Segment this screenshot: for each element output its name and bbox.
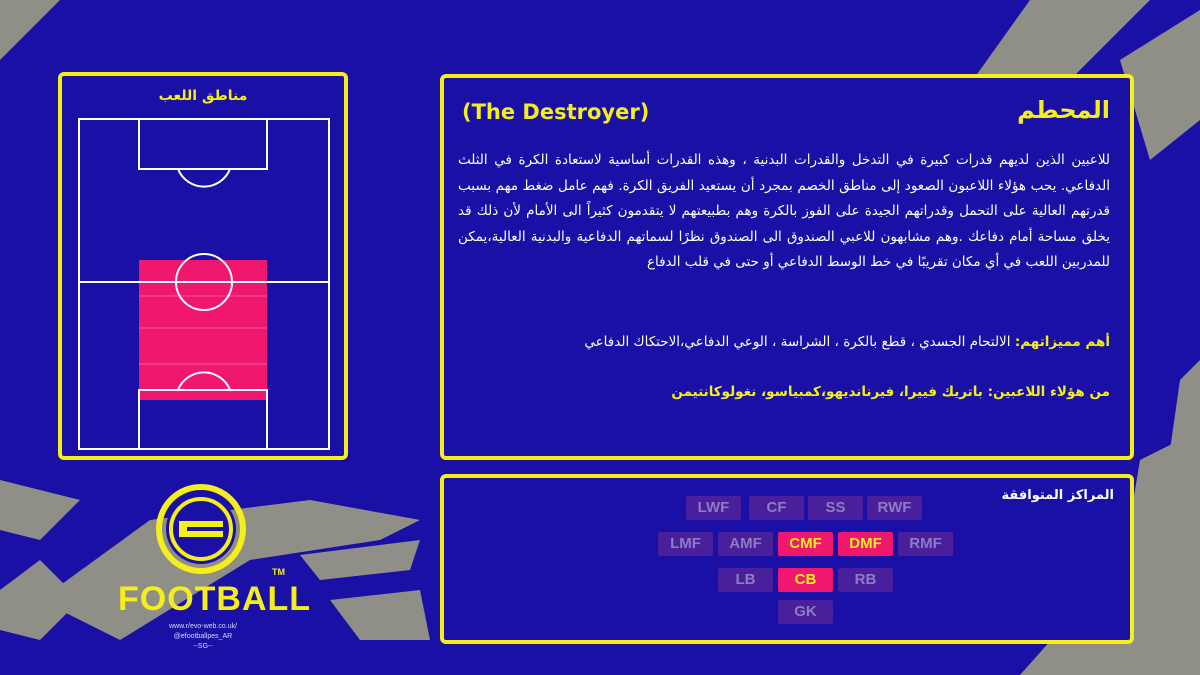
features-text: الالتحام الجسدي ، قطع بالكرة ، الشراسة ، الوعي الدفاعي،الاحتكاك الدفاعي	[584, 334, 1011, 350]
position-cf: CF	[749, 496, 804, 520]
role-features	[458, 334, 1110, 350]
credit-website: www.r/evo-web.co.uk/	[168, 623, 238, 630]
position-rmf: RMF	[898, 532, 953, 556]
role-description-panel	[440, 74, 1134, 460]
position-gk: GK	[778, 600, 833, 624]
features-label: أهم مميزاتهم:	[1014, 334, 1110, 350]
pitch-diagram	[78, 118, 330, 450]
efootball-logo-icon	[155, 483, 247, 575]
position-ss: SS	[808, 496, 863, 520]
credit-handle: @efootballpes_AR	[173, 633, 233, 640]
credit-signature: --SG--	[193, 643, 213, 650]
position-amf: AMF	[718, 532, 773, 556]
role-example-players: من هؤلاء اللاعبين: باتريك فييرا، فيرنانديهو،كمبياسو، نغولوكانتيمن	[671, 384, 1110, 400]
position-rwf: RWF	[867, 496, 922, 520]
pitch-title: مناطق اللعب	[158, 88, 248, 104]
position-dmf: DMF	[838, 532, 893, 556]
brand-name: FOOTBALL	[118, 580, 312, 618]
position-lwf: LWF	[686, 496, 741, 520]
positions-title: المراكز المتوافقة	[1001, 488, 1114, 503]
role-title-arabic: المحطم	[1017, 96, 1110, 124]
compatible-positions-panel	[440, 474, 1134, 644]
position-lb: LB	[718, 568, 773, 592]
role-description: للاعبين الذين لديهم قدرات كبيرة في التدخل والقدرات البدنية ، وهذه القدرات أساسية لاستعادة الكرة في الثلث الدفاعي. يحب هؤلاء اللاعبون الصعود إلى مناطق الخصم بمجرد أن يستعيد الفريق الكرة. فهم عامل ضغط مهم بسبب قدرتهم العالية على التحمل وقدراتهم الجيدة على الفوز بالكرة وهم بطبيعتهم لا يتقدمون كثيراً الى الأمام لأن ذلك قد يخلق مساحة أمام دفاعك .وهم مشابهون للاعبي الصندوق الى الصندوق نظرًا لسماتهم الدفاعية والبدنية العالية،يمكن للمدربين اللعب في أي مكان تقريبًا في خط الوسط الدفاعي أو حتى في قلب الدفاع	[458, 152, 1110, 270]
trademark-mark: TM	[272, 567, 285, 577]
role-title-english: (The Destroyer)	[462, 100, 650, 124]
position-cmf: CMF	[778, 532, 833, 556]
position-lmf: LMF	[658, 532, 713, 556]
position-cb: CB	[778, 568, 833, 592]
position-rb: RB	[838, 568, 893, 592]
